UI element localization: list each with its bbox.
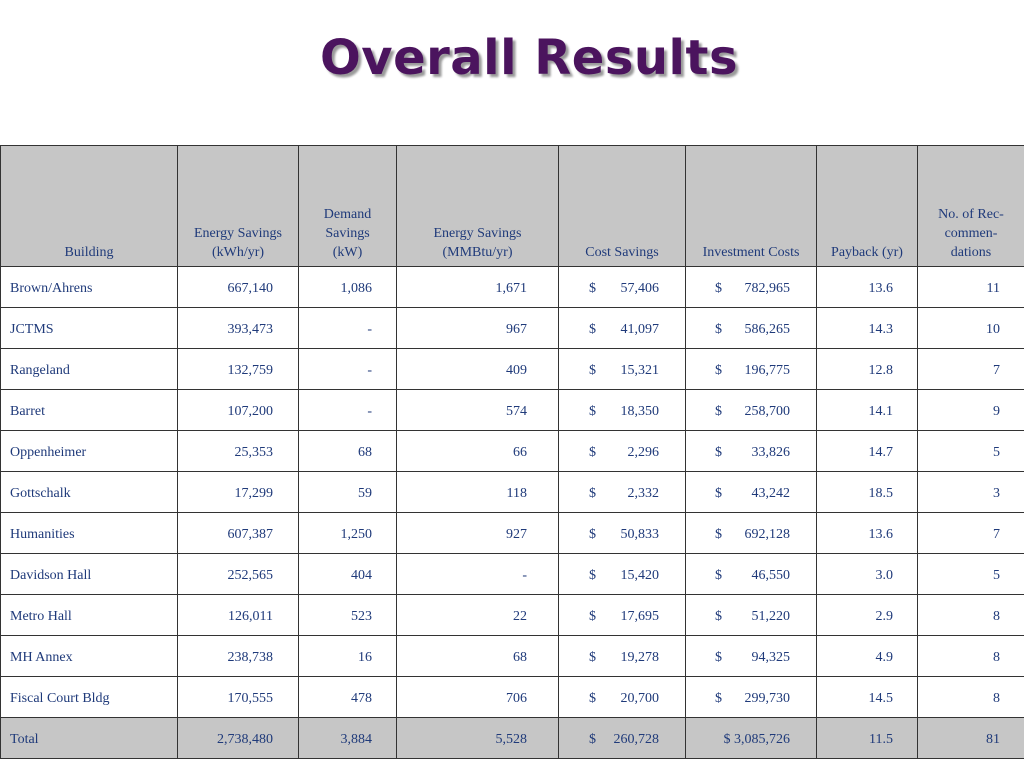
cell-building: Rangeland — [1, 349, 178, 390]
table-row — [1, 390, 1024, 431]
cell-energy-kwh: 17,299 — [178, 472, 299, 513]
header-demand-kw — [299, 146, 397, 267]
table-row — [1, 431, 1024, 472]
currency-symbol: $ — [715, 404, 722, 419]
cell-energy-mmbtu: 22 — [397, 595, 559, 636]
cell-value: 15,420 — [620, 568, 659, 583]
cell-value: 2,332 — [627, 486, 659, 501]
cell-energy-kwh: 170,555 — [178, 677, 299, 718]
cell-value: 299,730 — [744, 691, 790, 706]
cell-demand-kw: 3,884 — [299, 718, 397, 759]
table-row — [1, 636, 1024, 677]
cell-value: 20,700 — [620, 691, 659, 706]
cell-payback: 12.8 — [817, 349, 918, 390]
cell-building: JCTMS — [1, 308, 178, 349]
cell-demand-kw: - — [299, 390, 397, 431]
cell-cost-savings — [559, 431, 686, 472]
cell-value: 18,350 — [620, 404, 659, 419]
cell-energy-kwh: 132,759 — [178, 349, 299, 390]
cell-payback: 14.7 — [817, 431, 918, 472]
cell-cost-savings — [559, 636, 686, 677]
cell-energy-mmbtu: 967 — [397, 308, 559, 349]
cell-value: 43,242 — [751, 486, 790, 501]
header-recommendations — [918, 146, 1024, 267]
cell-demand-kw: - — [299, 308, 397, 349]
header-investment-costs — [686, 146, 817, 267]
currency-symbol: $ — [715, 527, 722, 542]
cell-cost-savings — [559, 267, 686, 308]
cell-cost-savings — [559, 554, 686, 595]
cell-investment-costs — [686, 267, 817, 308]
cell-building: Gottschalk — [1, 472, 178, 513]
table-row — [1, 513, 1024, 554]
cell-energy-mmbtu: 68 — [397, 636, 559, 677]
header-energy-mmbtu — [397, 146, 559, 267]
cell-investment-costs — [686, 349, 817, 390]
results-table — [0, 145, 1024, 759]
currency-symbol: $ — [589, 445, 596, 460]
cell-energy-kwh: 607,387 — [178, 513, 299, 554]
table-row — [1, 308, 1024, 349]
currency-symbol: $ — [715, 486, 722, 501]
header-label-line: commen- — [944, 226, 998, 241]
cell-investment-costs — [686, 677, 817, 718]
table-row — [1, 267, 1024, 308]
cell-energy-mmbtu: 118 — [397, 472, 559, 513]
cell-recommendations: 8 — [918, 636, 1024, 677]
cell-energy-kwh: 667,140 — [178, 267, 299, 308]
cell-value: 33,826 — [751, 445, 790, 460]
cell-recommendations: 11 — [918, 267, 1024, 308]
cell-energy-mmbtu: - — [397, 554, 559, 595]
header-label-line: Payback (yr) — [831, 245, 903, 260]
cell-demand-kw: 68 — [299, 431, 397, 472]
cell-building: Fiscal Court Bldg — [1, 677, 178, 718]
slide-title: Overall Results — [319, 30, 739, 86]
total-row — [1, 718, 1024, 759]
currency-symbol: $ — [715, 568, 722, 583]
cell-cost-savings — [559, 718, 686, 759]
header-label-line: (MMBtu/yr) — [442, 245, 513, 260]
cell-demand-kw: 523 — [299, 595, 397, 636]
cell-value: 46,550 — [751, 568, 790, 583]
cell-value: 196,775 — [744, 363, 790, 378]
cell-investment-costs — [686, 636, 817, 677]
currency-symbol: $ — [589, 404, 596, 419]
header-label-line: Demand — [323, 207, 372, 222]
header-label-line: dations — [950, 245, 992, 260]
cell-demand-kw: 404 — [299, 554, 397, 595]
cell-recommendations: 9 — [918, 390, 1024, 431]
cell-value: 692,128 — [744, 527, 790, 542]
cell-recommendations: 8 — [918, 677, 1024, 718]
cell-energy-kwh: 107,200 — [178, 390, 299, 431]
cell-payback: 14.3 — [817, 308, 918, 349]
cell-payback: 14.5 — [817, 677, 918, 718]
header-label-line: Building — [64, 245, 114, 260]
cell-cost-savings — [559, 595, 686, 636]
currency-symbol: $ — [715, 650, 722, 665]
table-row — [1, 554, 1024, 595]
header-label-line: Savings — [325, 226, 370, 241]
cell-cost-savings — [559, 472, 686, 513]
cell-payback: 4.9 — [817, 636, 918, 677]
cell-energy-mmbtu: 574 — [397, 390, 559, 431]
header-building — [1, 146, 178, 267]
table-row — [1, 677, 1024, 718]
currency-symbol: $ — [715, 281, 722, 296]
cell-value: 19,278 — [620, 650, 659, 665]
cell-payback: 3.0 — [817, 554, 918, 595]
header-label-line: (kWh/yr) — [211, 245, 265, 260]
cell-payback: 11.5 — [817, 718, 918, 759]
cell-recommendations: 10 — [918, 308, 1024, 349]
cell-payback: 2.9 — [817, 595, 918, 636]
cell-energy-kwh: 238,738 — [178, 636, 299, 677]
cell-investment-costs — [686, 308, 817, 349]
cell-demand-kw: - — [299, 349, 397, 390]
cell-cost-savings — [559, 349, 686, 390]
cell-investment-costs — [686, 431, 817, 472]
currency-symbol: $ — [589, 650, 596, 665]
cell-investment-costs — [686, 554, 817, 595]
currency-symbol: $ — [589, 486, 596, 501]
cell-recommendations: 7 — [918, 349, 1024, 390]
cell-value: 57,406 — [620, 281, 659, 296]
cell-recommendations: 5 — [918, 431, 1024, 472]
cell-value: 94,325 — [751, 650, 790, 665]
cell-recommendations: 3 — [918, 472, 1024, 513]
cell-building: Barret — [1, 390, 178, 431]
table-row — [1, 349, 1024, 390]
cell-payback: 13.6 — [817, 513, 918, 554]
cell-energy-kwh: 252,565 — [178, 554, 299, 595]
cell-investment-costs — [686, 390, 817, 431]
cell-recommendations: 5 — [918, 554, 1024, 595]
cell-recommendations: 8 — [918, 595, 1024, 636]
currency-symbol: $ — [715, 445, 722, 460]
cell-energy-mmbtu: 66 — [397, 431, 559, 472]
cell-energy-kwh: 25,353 — [178, 431, 299, 472]
currency-symbol: $ — [589, 732, 596, 747]
cell-energy-kwh: 126,011 — [178, 595, 299, 636]
cell-recommendations: 81 — [918, 718, 1024, 759]
currency-symbol: $ — [589, 527, 596, 542]
currency-symbol: $ — [715, 363, 722, 378]
header-energy-kwh — [178, 146, 299, 267]
header-label-line: Cost Savings — [585, 245, 659, 260]
cell-demand-kw: 59 — [299, 472, 397, 513]
cell-value: 50,833 — [620, 527, 659, 542]
cell-value: 41,097 — [620, 322, 659, 337]
cell-building: Oppenheimer — [1, 431, 178, 472]
cell-value: 586,265 — [744, 322, 790, 337]
cell-cost-savings — [559, 677, 686, 718]
cell-cost-savings — [559, 513, 686, 554]
cell-energy-mmbtu: 5,528 — [397, 718, 559, 759]
header-payback — [817, 146, 918, 267]
cell-investment-costs — [686, 472, 817, 513]
currency-symbol: $ — [589, 609, 596, 624]
table-row — [1, 472, 1024, 513]
currency-symbol: $ — [715, 322, 722, 337]
cell-energy-mmbtu: 706 — [397, 677, 559, 718]
cell-investment-costs — [686, 595, 817, 636]
cell-energy-mmbtu: 927 — [397, 513, 559, 554]
cell-payback: 14.1 — [817, 390, 918, 431]
cell-payback: 18.5 — [817, 472, 918, 513]
cell-value: 2,296 — [627, 445, 659, 460]
cell-building: Davidson Hall — [1, 554, 178, 595]
cell-value: 15,321 — [620, 363, 659, 378]
cell-investment-costs — [686, 513, 817, 554]
header-cost-savings — [559, 146, 686, 267]
currency-symbol: $ — [589, 691, 596, 706]
header-label-line: Investment Costs — [702, 245, 800, 260]
currency-symbol: $ — [589, 322, 596, 337]
header-label-line: No. of Rec- — [938, 207, 1004, 222]
currency-symbol: $ — [589, 363, 596, 378]
cell-value: 3,085,726 — [734, 732, 790, 747]
header-label-line: Energy Savings — [433, 226, 522, 241]
cell-value: 51,220 — [751, 609, 790, 624]
cell-payback: 13.6 — [817, 267, 918, 308]
cell-investment-costs — [686, 718, 817, 759]
currency-symbol: $ — [715, 691, 722, 706]
cell-cost-savings — [559, 390, 686, 431]
cell-value: 258,700 — [744, 404, 790, 419]
cell-demand-kw: 478 — [299, 677, 397, 718]
cell-building: Total — [1, 718, 178, 759]
cell-energy-mmbtu: 1,671 — [397, 267, 559, 308]
cell-building: MH Annex — [1, 636, 178, 677]
cell-energy-mmbtu: 409 — [397, 349, 559, 390]
currency-symbol: $ — [715, 609, 722, 624]
cell-cost-savings — [559, 308, 686, 349]
cell-demand-kw: 1,086 — [299, 267, 397, 308]
cell-demand-kw: 16 — [299, 636, 397, 677]
cell-building: Brown/Ahrens — [1, 267, 178, 308]
header-label-line: (kW) — [332, 245, 363, 260]
cell-building: Metro Hall — [1, 595, 178, 636]
table-body — [1, 267, 1024, 759]
cell-recommendations: 7 — [918, 513, 1024, 554]
cell-energy-kwh: 2,738,480 — [178, 718, 299, 759]
cell-building: Humanities — [1, 513, 178, 554]
table-header-row — [1, 146, 1024, 267]
cell-value: 17,695 — [620, 609, 659, 624]
currency-symbol: $ — [723, 732, 734, 747]
currency-symbol: $ — [589, 568, 596, 583]
cell-value: 782,965 — [744, 281, 790, 296]
cell-value: 260,728 — [613, 732, 659, 747]
header-label-line: Energy Savings — [193, 226, 282, 241]
table-row — [1, 595, 1024, 636]
currency-symbol: $ — [589, 281, 596, 296]
cell-energy-kwh: 393,473 — [178, 308, 299, 349]
cell-demand-kw: 1,250 — [299, 513, 397, 554]
